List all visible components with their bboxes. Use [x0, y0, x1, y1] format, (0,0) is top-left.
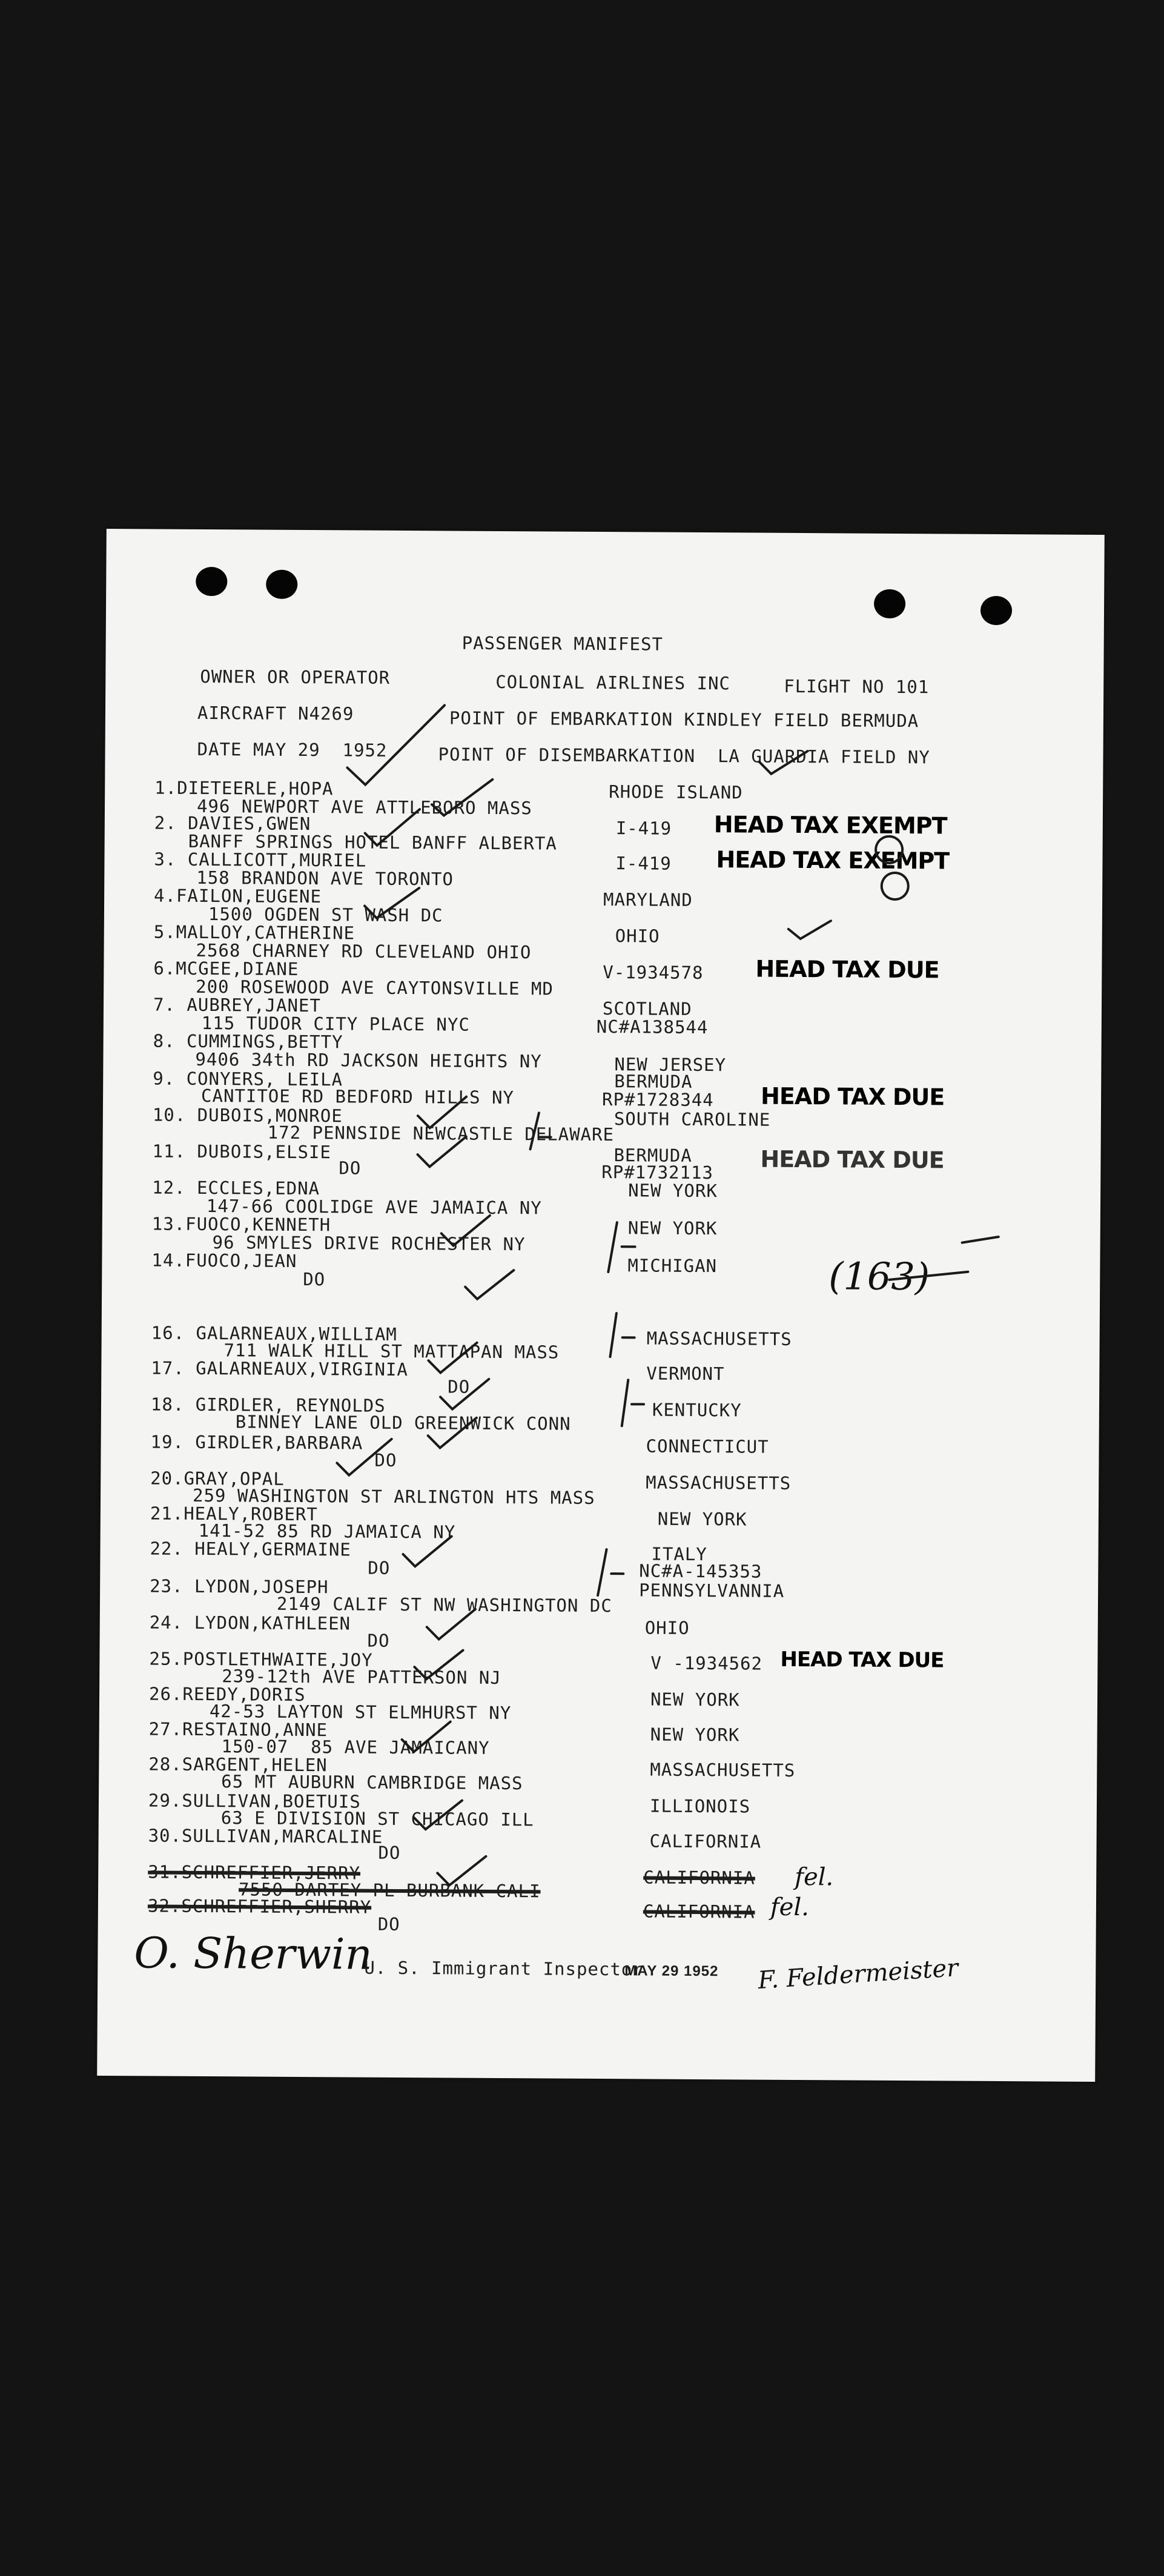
- passenger-address: 9406 34th RD JACKSON HEIGHTS NY: [195, 1048, 542, 1072]
- passenger-address: 200 ROSEWOOD AVE CAYTONSVILLE MD: [196, 976, 554, 999]
- passenger-name: 30.SULLIVAN,MARCALINE: [148, 1825, 383, 1847]
- embarkation-point: POINT OF EMBARKATION KINDLEY FIELD BERMUDA: [449, 707, 919, 732]
- passenger-name: 1.DIETEERLE,HOPA: [154, 777, 334, 800]
- passenger-address: 239-12th AVE PATTERSON NJ: [222, 1666, 501, 1689]
- passenger-name: 4.FAILON,EUGENE: [154, 885, 322, 907]
- passenger-name: 23. LYDON,JOSEPH: [150, 1575, 329, 1598]
- passenger-state: MASSACHUSETTS: [650, 1759, 796, 1781]
- passenger-name: 2. DAVIES,GWEN: [154, 812, 311, 835]
- passenger-name: 14.FUOCO,JEAN: [151, 1250, 297, 1271]
- passenger-name-struck: 32.SCHREFFIER,SHERRY: [147, 1895, 372, 1918]
- passenger-name: 11. DUBOIS,ELSIE: [152, 1141, 331, 1163]
- passenger-address: BINNEY LANE OLD GREENWICK CONN: [235, 1411, 571, 1434]
- passenger-document: NC#A138544: [596, 1016, 709, 1038]
- head-tax-due-stamp: HEAD TAX DUE: [760, 1145, 944, 1174]
- passenger-name: 6.MCGEE,DIANE: [153, 958, 299, 979]
- owner-label: OWNER OR OPERATOR: [200, 666, 391, 688]
- passenger-state: NEW YORK: [650, 1689, 740, 1710]
- passenger-address: 711 WALK HILL ST MATTAPAN MASS: [223, 1340, 560, 1363]
- punch-hole: [196, 567, 227, 596]
- passenger-address: DO: [339, 1157, 362, 1179]
- passenger-state: MICHIGAN: [627, 1255, 718, 1277]
- passenger-state: NEW YORK: [628, 1180, 718, 1202]
- passenger-address: 2568 CHARNEY RD CLEVELAND OHIO: [196, 939, 532, 963]
- passenger-address: 150-07 85 AVE JAMAICANY: [221, 1736, 490, 1758]
- passenger-name-struck: 31.SCHREFFIER,JERRY: [148, 1861, 361, 1884]
- passenger-name: 27.RESTAINO,ANNE: [148, 1718, 328, 1741]
- punch-hole: [980, 596, 1012, 625]
- passenger-name: 26.REEDY,DORIS: [148, 1683, 306, 1706]
- page-count-note: (163): [828, 1254, 930, 1299]
- passenger-state: NEW YORK: [650, 1724, 740, 1746]
- passenger-address: DO: [378, 1842, 401, 1863]
- initials-note: fel.: [795, 1862, 834, 1892]
- passenger-document: NC#A-145353: [639, 1560, 762, 1582]
- passenger-address-struck: 7550 DARTEY PL BURBANK CALI: [238, 1879, 541, 1902]
- head-tax-exempt-stamp: HEAD TAX EXEMPT: [716, 846, 950, 875]
- passenger-state-struck: CALIFORNIA: [643, 1901, 755, 1922]
- passenger-state: SCOTLAND: [602, 998, 692, 1019]
- passenger-address: 147-66 COOLIDGE AVE JAMAICA NY: [206, 1196, 542, 1219]
- passenger-state: CONNECTICUT: [646, 1435, 769, 1457]
- passenger-document: I-419: [615, 818, 672, 839]
- passenger-name: 17. GALARNEAUX,VIRGINIA: [151, 1357, 409, 1380]
- passenger-state-struck: CALIFORNIA: [643, 1867, 755, 1889]
- passenger-document: I-419: [615, 853, 672, 874]
- passenger-state: MASSACHUSETTS: [646, 1472, 792, 1494]
- passenger-state: MASSACHUSETTS: [646, 1328, 792, 1349]
- passenger-document: V-1934578: [603, 962, 704, 984]
- passenger-address: 115 TUDOR CITY PLACE NYC: [201, 1012, 470, 1035]
- passenger-name: 19. GIRDLER,BARBARA: [150, 1431, 363, 1454]
- passenger-name: 12. ECCLES,EDNA: [152, 1177, 320, 1199]
- passenger-name: 22. HEALY,GERMAINE: [150, 1538, 351, 1560]
- passenger-address: 63 E DIVISION ST CHICAGO ILL: [220, 1807, 534, 1830]
- passenger-name: 13.FUOCO,KENNETH: [151, 1213, 331, 1236]
- passenger-address: DO: [448, 1376, 471, 1397]
- passenger-name: 9. CONYERS, LEILA: [153, 1068, 343, 1090]
- passenger-name: 25.POSTLETHWAITE,JOY: [149, 1648, 373, 1670]
- passenger-name: 29.SULLIVAN,BOETUIS: [148, 1790, 361, 1812]
- head-tax-due-stamp: HEAD TAX DUE: [760, 1082, 945, 1111]
- head-tax-due-stamp: HEAD TAX DUE: [755, 955, 939, 984]
- passenger-state: NEW YORK: [627, 1217, 718, 1239]
- passenger-document: RP#1732113: [601, 1162, 714, 1184]
- passenger-address: DO: [368, 1557, 391, 1578]
- passenger-state: ILLIONOIS: [649, 1795, 751, 1817]
- aircraft-id: AIRCRAFT N4269: [197, 702, 354, 724]
- passenger-address: DO: [374, 1449, 397, 1471]
- passenger-name: 16. GALARNEAUX,WILLIAM: [151, 1322, 397, 1345]
- passenger-address: 172 PENNSIDE NEWCASTLE DELAWARE: [267, 1122, 615, 1145]
- passenger-state: KENTUCKY: [652, 1399, 742, 1421]
- passenger-address: 496 NEWPORT AVE ATTLEBORO MASS: [196, 795, 532, 819]
- passenger-address: 1500 OGDEN ST WASH DC: [208, 904, 443, 926]
- manifest-title: PASSENGER MANIFEST: [461, 632, 664, 655]
- passenger-name: 20.GRAY,OPAL: [150, 1468, 285, 1489]
- passenger-state: CALIFORNIA: [649, 1830, 762, 1852]
- passenger-state: ITALY: [651, 1543, 707, 1565]
- inspector-signature: O. Sherwin: [134, 1928, 372, 1979]
- passenger-address: 259 WASHINGTON ST ARLINGTON HTS MASS: [192, 1485, 595, 1508]
- passenger-address: 96 SMYLES DRIVE ROCHESTER NY: [212, 1232, 526, 1255]
- passenger-name: 28.SARGENT,HELEN: [148, 1753, 328, 1776]
- passenger-address: DO: [303, 1268, 326, 1290]
- manifest-page: [97, 529, 1105, 2082]
- passenger-address: 141-52 85 RD JAMAICA NY: [198, 1520, 456, 1543]
- passenger-state: OHIO: [615, 925, 660, 947]
- passenger-state: BERMUDA: [613, 1145, 692, 1166]
- passenger-name: 21.HEALY,ROBERT: [150, 1503, 318, 1525]
- passenger-state: NEW YORK: [657, 1508, 747, 1530]
- passenger-name: 10. DUBOIS,MONROE: [152, 1104, 343, 1127]
- disembarkation-point: POINT OF DISEMBARKATION LA GUARDIA FIELD NY: [438, 744, 930, 768]
- passenger-address: 42-53 LAYTON ST ELMHURST NY: [209, 1701, 512, 1724]
- inspector-signature-2: F. Feldermeister: [757, 1954, 959, 1995]
- passenger-address: DO: [367, 1630, 390, 1651]
- manifest-date: DATE MAY 29 1952: [197, 738, 388, 761]
- passenger-address: 65 MT AUBURN CAMBRIDGE MASS: [221, 1771, 523, 1794]
- passenger-address: CANTITOE RD BEDFORD HILLS NY: [200, 1085, 515, 1108]
- passenger-state: MARYLAND: [603, 889, 693, 910]
- passenger-state: OHIO: [644, 1617, 690, 1638]
- passenger-name: 8. CUMMINGS,BETTY: [153, 1030, 343, 1053]
- passenger-name: 7. AUBREY,JANET: [153, 994, 322, 1016]
- head-tax-due-stamp: HEAD TAX DUE: [780, 1647, 944, 1673]
- passenger-state: SOUTH CAROLINE: [613, 1108, 771, 1130]
- passenger-name: 18. GIRDLER, REYNOLDS: [150, 1394, 386, 1416]
- passenger-name: 3. CALLICOTT,MURIEL: [154, 849, 367, 871]
- punch-hole: [266, 570, 297, 599]
- passenger-state: NEW JERSEY: [614, 1054, 727, 1076]
- passenger-state: RHODE ISLAND: [609, 781, 743, 803]
- passenger-address: 2149 CALIF ST NW WASHINGTON DC: [276, 1593, 612, 1617]
- punch-hole: [874, 589, 905, 618]
- passenger-state: VERMONT: [646, 1363, 725, 1385]
- airline-name: COLONIAL AIRLINES INC: [495, 671, 731, 694]
- head-tax-exempt-stamp: HEAD TAX EXEMPT: [713, 811, 947, 839]
- passenger-state: BERMUDA: [614, 1071, 693, 1092]
- passenger-name: 24. LYDON,KATHLEEN: [149, 1612, 351, 1634]
- passenger-document: RP#1728344: [601, 1089, 714, 1111]
- passenger-address: 158 BRANDON AVE TORONTO: [196, 867, 454, 890]
- date-stamp: MAY 29 1952: [624, 1962, 719, 1980]
- initials-note: fel.: [770, 1893, 810, 1922]
- passenger-state: PENNSYLVANNIA: [639, 1580, 785, 1601]
- passenger-address: BANFF SPRINGS HOTEL BANFF ALBERTA: [188, 830, 557, 854]
- passenger-document: V -1934562: [650, 1652, 763, 1674]
- inspector-label: U. S. Immigrant Inspector: [364, 1957, 644, 1980]
- passenger-name: 5.MALLOY,CATHERINE: [153, 921, 355, 944]
- passenger-address: DO: [377, 1913, 400, 1935]
- flight-number: FLIGHT NO 101: [784, 675, 930, 698]
